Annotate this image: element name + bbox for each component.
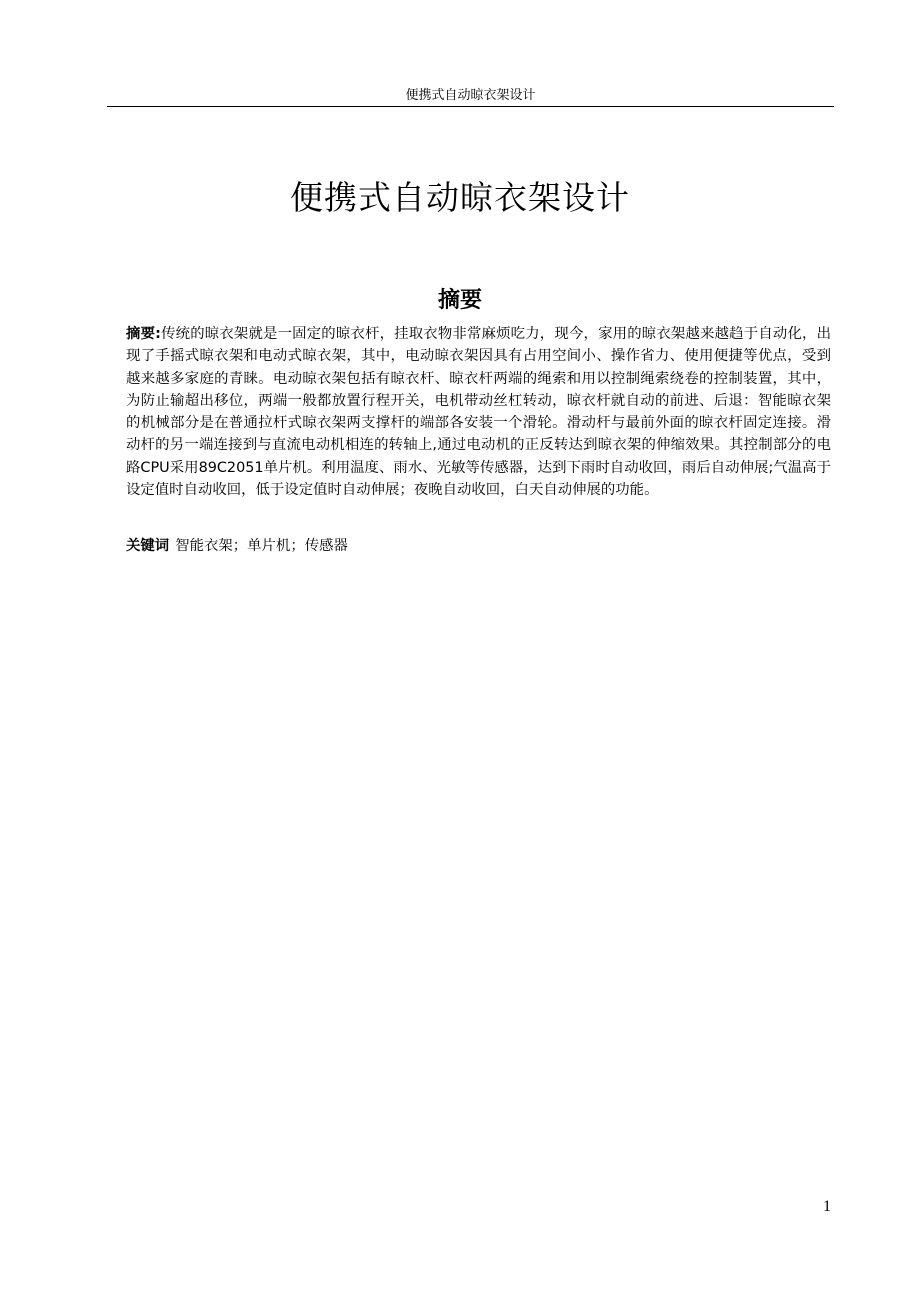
document-title: 便携式自动晾衣架设计: [290, 178, 630, 217]
abstract-heading: 摘要: [437, 288, 482, 313]
page-number: 1: [823, 1198, 831, 1215]
keywords-text: 智能衣架；单片机；传感器: [175, 538, 348, 554]
abstract-label: 摘要:: [126, 326, 161, 342]
abstract-text: 传统的晾衣架就是一固定的晾衣杆，挂取衣物非常麻烦吃力，现今，家用的晾衣架越来越趋于自动化，出现了手摇式晾衣架和电动式晾衣架，其中，电动晾衣架因具有占用空间小、操作省力、使用便捷等优点，受到越来越多家庭的青睐。电动晾衣架包括有晾衣杆、晾衣杆两端的绳索和用以控制绳索绕卷的控制装置，其中，为防止输超出移位，两端一般都放置行程开关，电机带动丝杠转动，晾衣杆就自动的前进、后退：智能晾衣架的机械部分是在普通拉杆式晾衣架两支撑杆的端部各安装一个滑轮。滑动杆与最前外面的晾衣杆固定连接。滑动杆的另一端连接到与直流电动机相连的转轴上,通过电动机的正反转达到晾衣架的伸缩效果。其控制部分的电路CPU采用89C2051单片机。利用温度、雨水、光敏等传感器，达到下雨时自动收回，雨后自动伸展;气温高于设定值时自动收回，低于设定值时自动伸展；夜晚自动收回，白天自动伸展的功能。: [126, 326, 831, 499]
abstract-paragraph: [126, 323, 831, 501]
keywords-label: 关键词: [126, 538, 170, 554]
keywords-line: [126, 535, 831, 557]
running-header-title: 便携式自动晾衣架设计: [405, 88, 536, 103]
running-header: [107, 88, 834, 107]
